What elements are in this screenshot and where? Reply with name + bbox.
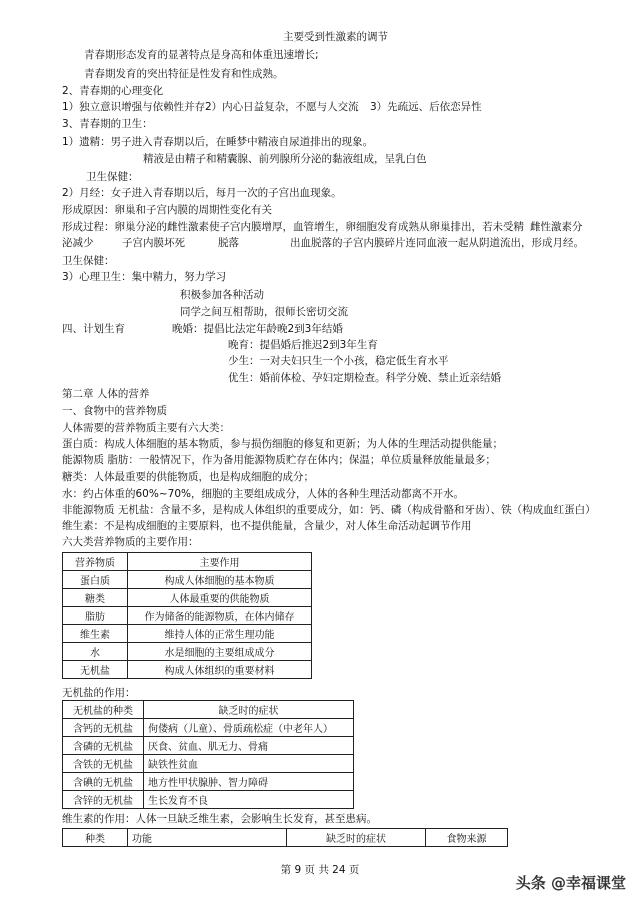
section-heading: 一、食物中的营养物质 [62,405,167,417]
table-cell: 糖类 [63,589,128,607]
table-row [63,571,312,589]
text-line: 雌性激素分 [530,221,583,233]
table-header: 种类 [63,829,128,847]
text-line: 精液是由精子和精囊腺、前列腺所分泌的黏液组成，呈乳白色 [143,153,427,165]
text-line: 卫生保健： [86,171,139,183]
table-header-row [63,829,508,847]
text-line: 人体需要的营养物质主要有六大类： [62,422,230,434]
table-cell: 佝偻病（儿童）、骨质疏松症（中老年人） [144,719,354,737]
text-line: 青春期形态发育的显著特点是身高和体重迅速增长; [84,49,319,61]
text-line: 六大类营养物质的主要作用： [62,536,199,548]
table-cell: 水是细胞的主要组成成分 [128,643,312,661]
table-row [63,607,312,625]
table-cell: 构成人体组织的重要材料 [128,661,312,679]
text-line: 3）心理卫生：集中精力，努力学习 [62,271,227,283]
table-header: 功能 [128,829,287,847]
table-cell: 蛋白质 [63,571,128,589]
text-line: 糖类：人体最重要的供能物质，也是构成细胞的成分； [62,471,314,483]
table-row [63,737,354,755]
watermark: 头条 @幸福课堂 [515,874,626,892]
table-cell: 构成人体细胞的基本物质 [128,571,312,589]
text-line: 子宫内膜坏死 [122,237,185,249]
table-cell: 含铁的无机盐 [63,755,144,773]
text-line: 晚婚：提倡比法定年龄晚2到3年结婚 [172,323,343,335]
table-row [63,755,354,773]
text-line: 维生素：不是构成细胞的主要原料，也不提供能量，含量少，对人体生命活动起调节作用 [62,520,472,532]
table-cell: 维生素 [63,625,128,643]
table-header: 缺乏时的症状 [144,701,354,719]
chapter-heading: 第二章 人体的营养 [62,388,150,400]
text-line: 3）先疏远、后依恋异性 [370,101,482,113]
table-header: 缺乏时的症状 [287,829,426,847]
table-header: 食物来源 [426,829,508,847]
page-number: 第 9 页 共 24 页 [280,864,360,876]
text-line: 少生：一对夫妇只生一个小孩，稳定低生育水平 [228,355,449,367]
table-cell: 含钙的无机盐 [63,719,144,737]
vitamin-table [62,828,508,847]
text-line: 同学之间互相帮助，很师长密切交流 [180,306,348,318]
table-row [63,643,312,661]
table-header-row [63,701,354,719]
table-header: 营养物质 [63,553,128,571]
mineral-deficiency-table [62,700,354,809]
text-line: 非能源物质 无机盐：含量不多，是构成人体组织的重要成分，如：钙、磷（构成骨骼和牙齿）、铁（构成血红蛋白） [62,504,596,516]
nutrient-function-table [62,552,312,679]
table-cell: 生长发育不良 [144,791,354,809]
table-cell: 含磷的无机盐 [63,737,144,755]
table-cell: 人体最重要的供能物质 [128,589,312,607]
section-heading: 3、青春期的卫生： [62,118,153,130]
table-header: 无机盐的种类 [63,701,144,719]
table-cell: 水 [63,643,128,661]
section-heading: 四、计划生育 [62,323,125,335]
text-line: 2）内心日益复杂，不愿与人交流 [205,101,359,113]
table-row [63,719,354,737]
text-line: 晚育：提倡婚后推迟2到3年生育 [228,339,378,351]
table-cell: 地方性甲状腺肿、智力障碍 [144,773,354,791]
table-row [63,791,354,809]
text-line: 无机盐的作用： [62,687,136,699]
text-line: 积极参加各种活动 [180,289,264,301]
page-title: 主要受到性激素的调节 [283,31,388,43]
text-line: 形成原因：卵巢和子宫内膜的周期性变化有关 [62,204,272,216]
text-line: 优生：婚前体检、孕妇定期检查。科学分娩、禁止近亲结婚 [228,372,501,384]
section-heading: 2、青春期的心理变化 [62,85,164,97]
text-line: 形成过程：卵巢分泌的雌性激素使子宫内膜增厚，血管增生，卵细胞发育成熟从卵巢排出，若未受精 [62,221,524,233]
text-line: 蛋白质：构成人体细胞的基本物质，参与损伤细胞的修复和更新；为人体的生理活动提供能量； [62,438,503,450]
text-line: 能源物质 脂肪：一般情况下，作为备用能源物质贮存在体内；保温；单位质量释放能量最多； [62,454,496,466]
table-header: 主要作用 [128,553,312,571]
table-row [63,773,354,791]
table-header-row [63,553,312,571]
text-line: 2）月经：女子进入青春期以后，每月一次的子宫出血现象。 [62,187,342,199]
text-line: 脱落 [218,237,239,249]
table-cell: 厌食、贫血、肌无力、骨痛 [144,737,354,755]
text-line: 1）遗精：男子进入青春期以后，在睡梦中精液自尿道排出的现象。 [62,136,374,148]
text-line: 水：约占体重的60%~70%，细胞的主要组成成分，人体的各种生理活动都离不开水。 [62,488,464,500]
text-line: 泌减少 [62,237,94,249]
text-line: 出血脱落的子宫内膜碎片连同血液一起从阴道流出，形成月经。 [290,237,584,249]
text-line: 维生素的作用：人体一旦缺乏维生素，会影响生长发育，甚至患病。 [62,813,377,825]
table-cell: 缺铁性贫血 [144,755,354,773]
table-cell: 含碘的无机盐 [63,773,144,791]
table-cell: 含锌的无机盐 [63,791,144,809]
table-row [63,661,312,679]
table-cell: 脂肪 [63,607,128,625]
text-line: 卫生保健： [62,255,115,267]
table-row [63,589,312,607]
table-cell: 作为储备的能源物质，在体内储存 [128,607,312,625]
table-cell: 维持人体的正常生理功能 [128,625,312,643]
table-row [63,625,312,643]
text-line: 1）独立意识增强与依赖性并存 [62,101,206,113]
table-cell: 无机盐 [63,661,128,679]
text-line: 青春期发育的突出特征是性发育和性成熟。 [84,68,284,80]
